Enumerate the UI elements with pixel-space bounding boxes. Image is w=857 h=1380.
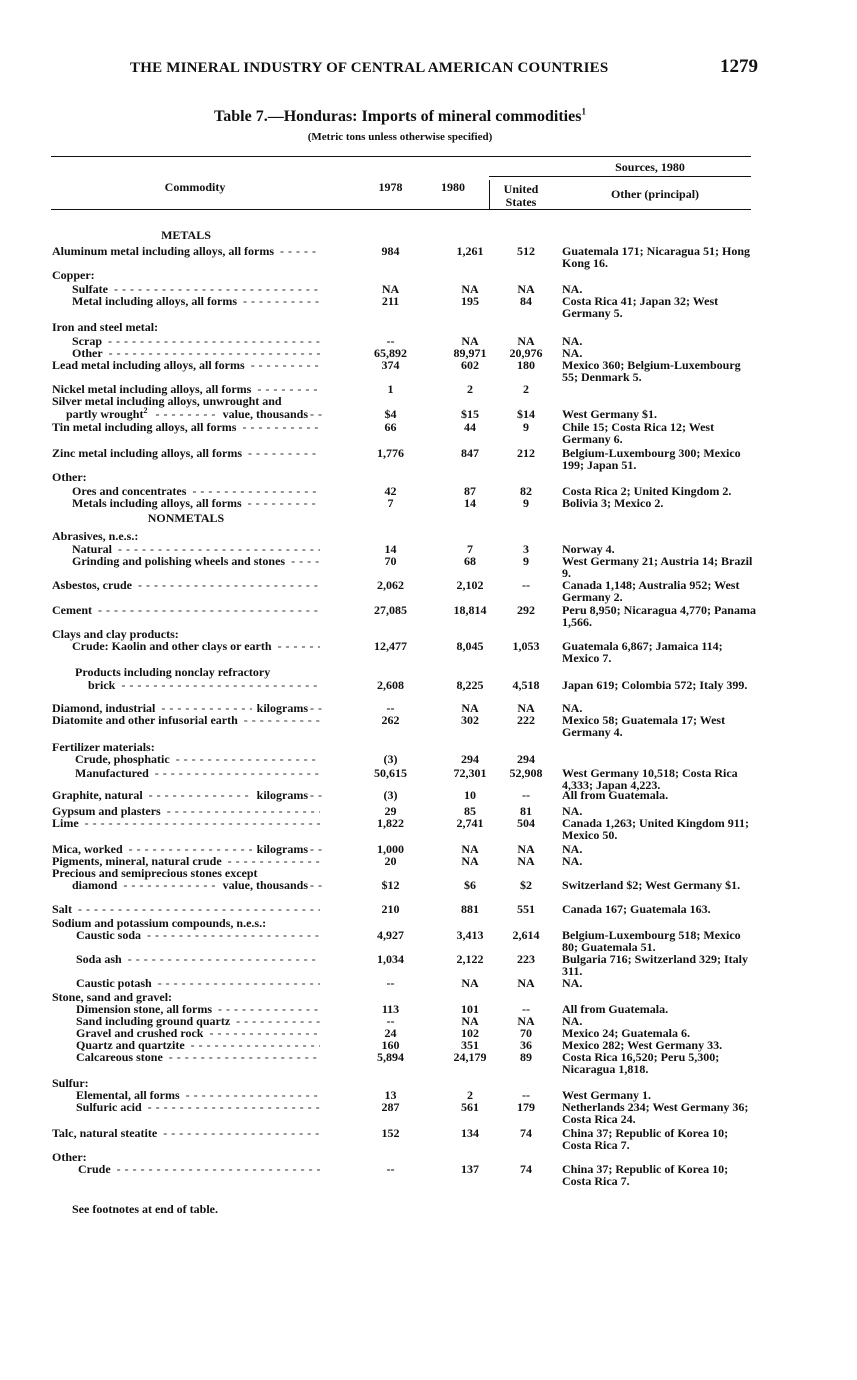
commodity-label: Lead metal including alloys, all forms [52, 358, 245, 372]
unit-label: value, thousands [222, 407, 308, 421]
commodity-label: Caustic soda [76, 928, 142, 942]
value-other-sources: Norway 4. [562, 542, 615, 556]
value-1978: 1,000 [377, 842, 404, 856]
value-other-sources: NA. [562, 842, 583, 856]
value-1980: 3,413 [456, 928, 484, 942]
value-1978: 152 [381, 1126, 400, 1140]
col-header-commodity: Commodity [164, 180, 226, 194]
leader-dots [85, 817, 320, 829]
commodity-label: Scrap [72, 334, 102, 348]
value-other-sources: West Germany 21; Austria 14; Brazil 9. [562, 554, 753, 580]
value-other-sources: Japan 619; Colombia 572; Italy 399. [562, 678, 748, 692]
unit-label: kilograms [256, 701, 308, 715]
commodity-label: Crude: Kaolin and other clays or earth [72, 639, 272, 653]
value-other-sources: Mexico 282; West Germany 33. [562, 1038, 723, 1052]
commodity-label: Graphite, natural [52, 788, 143, 802]
value-united-states: -- [522, 1088, 530, 1102]
value-other-sources: NA. [562, 346, 583, 360]
leader-dots [236, 1015, 320, 1027]
commodity-label: Calcareous stone [76, 1050, 163, 1064]
value-other-sources: West Germany 10,518; Costa Rica 4,333; Japan 4,223. [562, 766, 738, 792]
value-1980: 294 [461, 752, 479, 766]
value-1980: 137 [461, 1162, 479, 1176]
commodity-label: Iron and steel metal: [52, 320, 159, 334]
value-other-sources: Canada 167; Guatemala 163. [562, 902, 711, 916]
value-other-sources: NA. [562, 701, 583, 715]
leader-dots [128, 953, 320, 965]
leader-dots [117, 1163, 320, 1175]
value-other-sources: Bulgaria 716; Switzerland 329; Italy 311. [562, 952, 748, 978]
value-1980: 847 [461, 446, 479, 460]
commodity-label: Sand including ground quartz [76, 1014, 231, 1028]
value-other-sources: West Germany 1. [562, 1088, 651, 1102]
value-1980: NA [461, 334, 479, 348]
value-1978: 210 [381, 902, 400, 916]
section-heading-label: METALS [161, 228, 211, 242]
col-header-1978: 1978 [378, 180, 403, 194]
value-other-sources: Chile 15; Costa Rica 12; West Germany 6. [562, 420, 715, 446]
commodity-label: Products including nonclay refractory [75, 665, 271, 679]
value-united-states: NA [517, 1014, 535, 1028]
commodity-label: Gypsum and plasters [52, 804, 161, 818]
table-title [0, 108, 800, 126]
leader-dots [310, 843, 322, 855]
commodity-label: Aluminum metal including alloys, all forms [52, 244, 275, 258]
value-united-states: $2 [520, 878, 532, 892]
leader-dots [155, 767, 320, 779]
value-1978: -- [386, 334, 395, 348]
leader-dots [310, 879, 322, 891]
value-united-states: 84 [520, 294, 532, 308]
value-other-sources: West Germany $1. [562, 407, 657, 421]
value-1980: 2,122 [456, 952, 484, 966]
value-1978: 4,927 [377, 928, 404, 942]
value-other-sources: NA. [562, 804, 583, 818]
value-united-states: 36 [520, 1038, 532, 1052]
value-1980: 7 [467, 542, 473, 556]
value-1978: 5,894 [377, 1050, 404, 1064]
value-united-states: 4,518 [512, 678, 540, 692]
value-united-states: 294 [517, 752, 535, 766]
value-1980: 44 [464, 420, 476, 434]
value-united-states: 292 [517, 603, 535, 617]
value-1978: -- [386, 701, 395, 715]
value-united-states: 1,053 [512, 639, 540, 653]
value-other-sources: Costa Rica 16,520; Peru 5,300; Nicaragua 1,818. [562, 1050, 720, 1076]
commodity-label: Stone, sand and gravel: [52, 990, 173, 1004]
value-1978: 13 [384, 1088, 397, 1102]
leader-dots [209, 1027, 320, 1039]
commodity-label: Zinc metal including alloys, all forms [52, 446, 243, 460]
table-footnote: See footnotes at end of table. [72, 1202, 218, 1216]
value-1980: 18,814 [453, 603, 487, 617]
value-1980: 561 [461, 1100, 479, 1114]
leader-dots [78, 903, 320, 915]
value-other-sources: All from Guatemala. [562, 1002, 669, 1016]
value-other-sources: China 37; Republic of Korea 10; Costa Rica 7. [562, 1162, 729, 1188]
value-1978: $12 [381, 878, 400, 892]
value-1978: 1,776 [377, 446, 404, 460]
commodity-label: Sulfate [72, 282, 108, 296]
page-header [130, 58, 760, 82]
value-united-states: 9 [523, 496, 529, 510]
value-1980: 351 [461, 1038, 479, 1052]
leader-dots [310, 408, 322, 420]
value-1978: 374 [381, 358, 400, 372]
value-other-sources: Peru 8,950; Nicaragua 4,770; Panama 1,566. [562, 603, 756, 629]
value-1980: NA [461, 282, 479, 296]
col-header-sources: Sources, 1980 [615, 160, 685, 174]
value-1980: 72,301 [453, 766, 487, 780]
commodity-label: Lime [52, 816, 79, 830]
value-united-states: 180 [517, 358, 535, 372]
value-united-states: 504 [517, 816, 535, 830]
value-1980: 10 [464, 788, 476, 802]
commodity-label: Silver metal including alloys, unwrought and [52, 394, 282, 408]
value-1980: 881 [461, 902, 479, 916]
commodity-label: Talc, natural steatite [52, 1126, 158, 1140]
value-united-states: 52,908 [509, 766, 543, 780]
leader-dots [138, 579, 320, 591]
value-1978: 113 [381, 1002, 400, 1016]
value-1980: 2,102 [456, 578, 484, 592]
commodity-label: Metals including alloys, all forms [72, 496, 242, 510]
value-united-states: 82 [520, 484, 532, 498]
value-other-sources: Mexico 58; Guatemala 17; West Germany 4. [562, 713, 726, 739]
leader-dots [191, 1039, 320, 1051]
value-1978: 50,615 [374, 766, 407, 780]
commodity-label: Copper: [52, 268, 95, 282]
leader-dots [243, 295, 320, 307]
leader-dots [123, 879, 217, 891]
value-1980: NA [461, 842, 479, 856]
value-1980: 134 [461, 1126, 479, 1140]
commodity-label: Abrasives, n.e.s.: [52, 529, 139, 543]
value-other-sources: Belgium-Luxembourg 300; Mexico 199; Japan 51. [562, 446, 741, 472]
value-other-sources: Canada 1,148; Australia 952; West Germany 2. [562, 578, 740, 604]
section-heading-label: NONMETALS [147, 511, 225, 525]
value-united-states: NA [517, 701, 535, 715]
commodity-label: Pigments, mineral, natural crude [52, 854, 222, 868]
leader-dots [147, 929, 320, 941]
leader-dots [251, 359, 320, 371]
leader-dots [248, 447, 320, 459]
value-1980: NA [461, 854, 479, 868]
commodity-label: Asbestos, crude [52, 578, 132, 592]
commodity-label: Natural [72, 542, 112, 556]
value-1980: 24,179 [453, 1050, 487, 1064]
commodity-label: Gravel and crushed rock [76, 1026, 204, 1040]
leader-dots [278, 640, 320, 652]
value-united-states: 179 [517, 1100, 535, 1114]
leader-dots [310, 702, 322, 714]
value-united-states: NA [517, 842, 535, 856]
commodity-label: Diatomite and other infusorial earth [52, 713, 238, 727]
value-1978: 1 [387, 382, 394, 396]
commodity-label: Crude, phosphatic [75, 752, 170, 766]
commodity-label: Diamond, industrial [52, 701, 156, 715]
value-united-states: 512 [517, 244, 535, 258]
value-other-sources: Mexico 24; Guatemala 6. [562, 1026, 690, 1040]
leader-dots [248, 497, 320, 509]
commodity-label: Precious and semiprecious stones except [52, 866, 258, 880]
value-other-sources: NA. [562, 1014, 583, 1028]
value-other-sources: Guatemala 6,867; Jamaica 114; Mexico 7. [562, 639, 723, 665]
value-1980: NA [461, 976, 479, 990]
value-other-sources: China 37; Republic of Korea 10; Costa Rica 7. [562, 1126, 729, 1152]
value-1978: 70 [384, 554, 397, 568]
commodity-label: brick [88, 678, 116, 692]
value-united-states: 2 [523, 382, 529, 396]
leader-dots [155, 408, 217, 420]
value-1978: 12,477 [374, 639, 407, 653]
commodity-label: Caustic potash [76, 976, 152, 990]
commodity-label: Dimension stone, all forms [76, 1002, 212, 1016]
leader-dots [108, 335, 320, 347]
value-1978: 27,085 [374, 603, 407, 617]
value-united-states: NA [517, 282, 535, 296]
value-1978: (3) [383, 788, 398, 802]
value-other-sources: NA. [562, 976, 583, 990]
commodity-label: Other: [52, 1150, 87, 1164]
value-other-sources: Guatemala 171; Nicaragua 51; Hong Kong 16. [562, 244, 750, 270]
value-united-states: 9 [523, 420, 529, 434]
table-subtitle: (Metric tons unless otherwise specified) [307, 131, 493, 143]
value-1978: 262 [381, 713, 400, 727]
value-other-sources: Belgium-Luxembourg 518; Mexico 80; Guatemala 51. [562, 928, 741, 954]
commodity-label: Fertilizer materials: [52, 740, 155, 754]
commodity-label: Nickel metal including alloys, all forms [52, 382, 252, 396]
sources-rule [489, 176, 751, 177]
value-united-states: 551 [517, 902, 535, 916]
value-1980: 102 [461, 1026, 479, 1040]
unit-label: value, thousands [222, 878, 308, 892]
value-1980: 89,971 [453, 346, 487, 360]
value-1980: 8,225 [456, 678, 484, 692]
value-other-sources: Bolivia 3; Mexico 2. [562, 496, 664, 510]
value-1978: 42 [384, 484, 397, 498]
value-1980: 195 [461, 294, 479, 308]
commodity-label: Ores and concentrates [72, 484, 187, 498]
value-1978: 66 [384, 420, 397, 434]
leader-dots [218, 1003, 320, 1015]
unit-label: kilograms [256, 788, 308, 802]
commodity-label: Mica, worked [52, 842, 123, 856]
value-1978: 29 [384, 804, 397, 818]
leader-dots [176, 753, 320, 765]
value-united-states: 223 [517, 952, 535, 966]
leader-dots [148, 1101, 320, 1113]
commodity-label: Grinding and polishing wheels and stones [72, 554, 286, 568]
value-1980: NA [461, 1014, 479, 1028]
value-1980: 8,045 [456, 639, 484, 653]
sources-divider [489, 180, 490, 210]
value-united-states: 212 [517, 446, 535, 460]
commodity-label: Crude [78, 1162, 111, 1176]
value-1980: 87 [464, 484, 476, 498]
value-1978: NA [381, 282, 400, 296]
commodity-label: Quartz and quartzite [76, 1038, 185, 1052]
value-united-states: NA [517, 334, 535, 348]
commodity-label: Salt [52, 902, 73, 916]
value-1980: 2,741 [456, 816, 484, 830]
col-header-united-states: United States [503, 182, 539, 209]
leader-dots [167, 805, 320, 817]
commodity-label: diamond [72, 878, 118, 892]
leader-dots [280, 245, 320, 257]
value-1978: 14 [384, 542, 397, 556]
value-other-sources: Netherlands 234; West Germany 36; Costa Rica 24. [562, 1100, 749, 1126]
value-1978: 24 [384, 1026, 397, 1040]
value-other-sources: NA. [562, 334, 583, 348]
value-1978: 1,034 [377, 952, 404, 966]
value-1978: 20 [384, 854, 397, 868]
value-1978: 65,892 [374, 346, 407, 360]
commodity-label: partly wrought$^2$ [66, 406, 148, 421]
commodity-label: Sulfur: [52, 1076, 89, 1090]
value-united-states: $14 [517, 407, 535, 421]
value-1980: 2 [467, 1088, 473, 1102]
value-united-states: 2,614 [512, 928, 540, 942]
value-1978: 2,608 [377, 678, 404, 692]
value-1978: 211 [381, 294, 400, 308]
value-1980: 68 [464, 554, 476, 568]
value-united-states: -- [522, 1002, 530, 1016]
table-top-rule [51, 156, 751, 157]
value-1978: -- [386, 976, 395, 990]
leader-dots [149, 789, 252, 801]
value-1980: 14 [464, 496, 476, 510]
value-united-states: 74 [520, 1126, 532, 1140]
value-1980: 1,261 [456, 244, 484, 258]
value-1978: $4 [384, 407, 397, 421]
value-1980: 101 [461, 1002, 479, 1016]
value-united-states: 20,976 [509, 346, 543, 360]
value-other-sources: Mexico 360; Belgium-Luxembourg 55; Denmark 5. [562, 358, 741, 384]
col-header-other: Other (principal) [610, 187, 700, 201]
value-united-states: 89 [520, 1050, 532, 1064]
commodity-label: Clays and clay products: [52, 627, 179, 641]
leader-dots [158, 977, 320, 989]
label-footnote-ref: 2 [143, 406, 148, 415]
value-1978: -- [386, 1014, 395, 1028]
leader-dots [291, 555, 320, 567]
value-1980: 2 [467, 382, 473, 396]
commodity-label: Other: [52, 470, 87, 484]
commodity-label: Tin metal including alloys, all forms [52, 420, 237, 434]
value-1978: (3) [383, 752, 398, 766]
leader-dots [186, 1089, 320, 1101]
value-united-states: NA [517, 854, 535, 868]
value-1978: -- [386, 1162, 395, 1176]
value-united-states: -- [522, 788, 530, 802]
page-number: 1279 [720, 56, 758, 77]
commodity-label: Elemental, all forms [76, 1088, 180, 1102]
value-1978: 2,062 [377, 578, 404, 592]
value-1980: 85 [464, 804, 476, 818]
leader-dots [163, 1127, 320, 1139]
commodity-label: Other [72, 346, 103, 360]
leader-dots [244, 714, 320, 726]
value-other-sources: Switzerland $2; West Germany $1. [562, 878, 741, 892]
value-other-sources: NA. [562, 854, 583, 868]
value-united-states: -- [522, 578, 530, 592]
table-title-text: Table 7.—Honduras: Imports of mineral commodities [214, 108, 582, 125]
leader-dots [242, 421, 320, 433]
commodity-label: Metal including alloys, all forms [72, 294, 237, 308]
value-other-sources: NA. [562, 282, 583, 296]
value-1980: $15 [461, 407, 479, 421]
value-united-states: 81 [520, 804, 532, 818]
leader-dots [310, 789, 322, 801]
value-united-states: NA [517, 976, 535, 990]
table-title-footnote: 1 [581, 106, 586, 117]
value-united-states: 70 [520, 1026, 532, 1040]
leader-dots [169, 1051, 320, 1063]
unit-label: kilograms [256, 842, 308, 856]
value-1980: 302 [461, 713, 479, 727]
value-other-sources: All from Guatemala. [562, 788, 669, 802]
value-1978: 160 [381, 1038, 400, 1052]
value-1978: 7 [387, 496, 394, 510]
value-united-states: 9 [523, 554, 529, 568]
value-united-states: 222 [517, 713, 535, 727]
commodity-label: Manufactured [75, 766, 149, 780]
commodity-label: Soda ash [76, 952, 122, 966]
value-other-sources: Costa Rica 2; United Kingdom 2. [562, 484, 732, 498]
value-1978: 984 [381, 244, 400, 258]
value-united-states: 74 [520, 1162, 532, 1176]
commodity-label: Sulfuric acid [76, 1100, 142, 1114]
leader-dots [121, 679, 320, 691]
commodity-label: Sodium and potassium compounds, n.e.s.: [52, 916, 267, 930]
value-1978: 287 [381, 1100, 400, 1114]
value-united-states: 3 [523, 542, 529, 556]
value-1980: 602 [461, 358, 479, 372]
value-1978: 1,822 [377, 816, 404, 830]
value-1980: NA [461, 701, 479, 715]
col-header-1980: 1980 [441, 180, 465, 194]
commodity-label: Cement [52, 603, 92, 617]
header-bottom-rule [51, 209, 751, 210]
value-other-sources: Costa Rica 41; Japan 32; West Germany 5. [562, 294, 719, 320]
value-1980: $6 [464, 878, 476, 892]
leader-dots [98, 604, 320, 616]
value-other-sources: Canada 1,263; United Kingdom 911; Mexico 50. [562, 816, 750, 842]
running-title: THE MINERAL INDUSTRY OF CENTRAL AMERICAN COUNTRIES [130, 60, 609, 76]
